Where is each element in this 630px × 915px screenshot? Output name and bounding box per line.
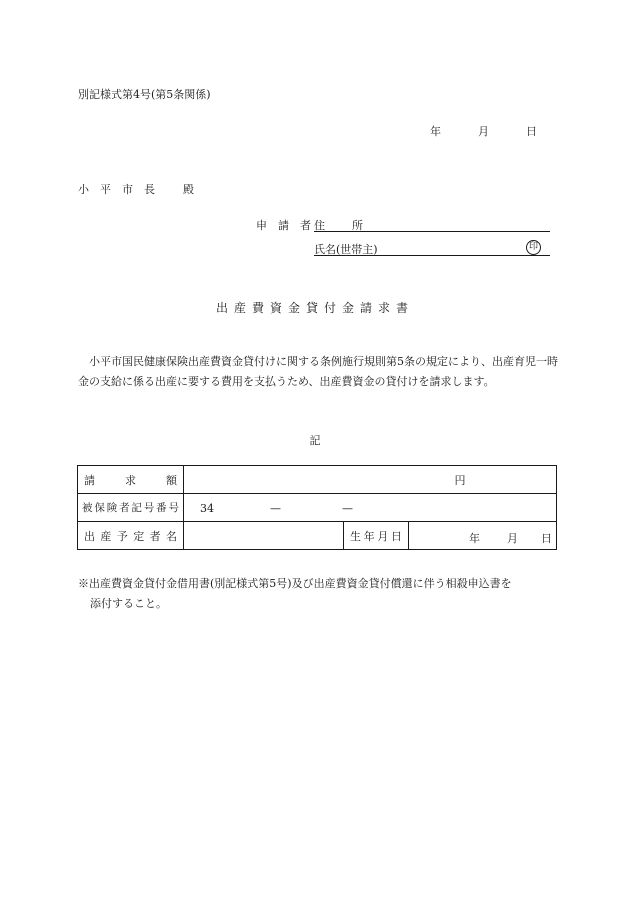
date-year-label: 年 [430, 125, 441, 138]
record-mark: 記 [309, 434, 321, 447]
insured-number-field[interactable] [184, 494, 557, 522]
claim-table [77, 465, 557, 550]
name-field[interactable] [314, 241, 550, 256]
date-day-label: 日 [526, 125, 537, 138]
body-paragraph [78, 352, 558, 392]
dash-separator: — [342, 502, 353, 515]
birth-date-field[interactable] [409, 522, 557, 550]
birth-month-label: 月 [507, 532, 518, 545]
addressee-char: 小 [78, 183, 89, 196]
addressee-char: 長 [144, 183, 155, 196]
expected-birth-person-field[interactable] [184, 522, 344, 550]
birth-date-label: 生年月日 [344, 522, 409, 550]
dash-separator: — [270, 502, 281, 515]
claim-amount-label: 請求額 [78, 466, 184, 494]
date-line [430, 123, 542, 137]
yen-label: 円 [454, 473, 466, 487]
insured-number-label: 被保険者記号番号 [78, 494, 184, 522]
applicant-char: 者 [300, 219, 311, 232]
address-field[interactable] [314, 217, 550, 232]
table-row [78, 494, 557, 522]
addressee [78, 181, 238, 195]
addressee-char: 平 [100, 183, 111, 196]
applicant-label [256, 217, 316, 231]
note-line: ※出産費資金貸付金借用書(別記様式第5号)及び出産費資金貸付償還に伴う相殺申込書を [78, 577, 512, 590]
name-label: 氏名(世帯主) [314, 243, 378, 256]
table-row [78, 466, 557, 494]
address-label-char: 所 [352, 219, 363, 232]
address-label-char: 住 [314, 219, 325, 232]
seal-mark: 印 [526, 240, 541, 255]
form-number: 別記様式第4号(第5条関係) [78, 88, 211, 101]
birth-day-label: 日 [541, 532, 552, 545]
applicant-char: 申 [256, 219, 267, 232]
expected-birth-person-label: 出産予定者名 [78, 522, 184, 550]
document-title: 出産費資金貸付金請求書 [215, 301, 414, 315]
applicant-char: 請 [278, 219, 289, 232]
insured-number-prefix: 34 [200, 502, 214, 515]
birth-year-label: 年 [469, 532, 480, 545]
addressee-char: 市 [122, 183, 133, 196]
note-line: 添付すること。 [90, 597, 167, 610]
date-month-label: 月 [478, 125, 489, 138]
claim-amount-field[interactable] [184, 466, 557, 494]
addressee-char: 殿 [183, 183, 194, 196]
attachment-note [78, 574, 568, 614]
table-row [78, 522, 557, 550]
body-text: 小平市国民健康保険出産費資金貸付けに関する条例施行規則第5条の規定により、出産育児一時金の支給に係る出産に要する費用を支払うため、出産費資金の貸付けを請求します。 [78, 355, 558, 388]
